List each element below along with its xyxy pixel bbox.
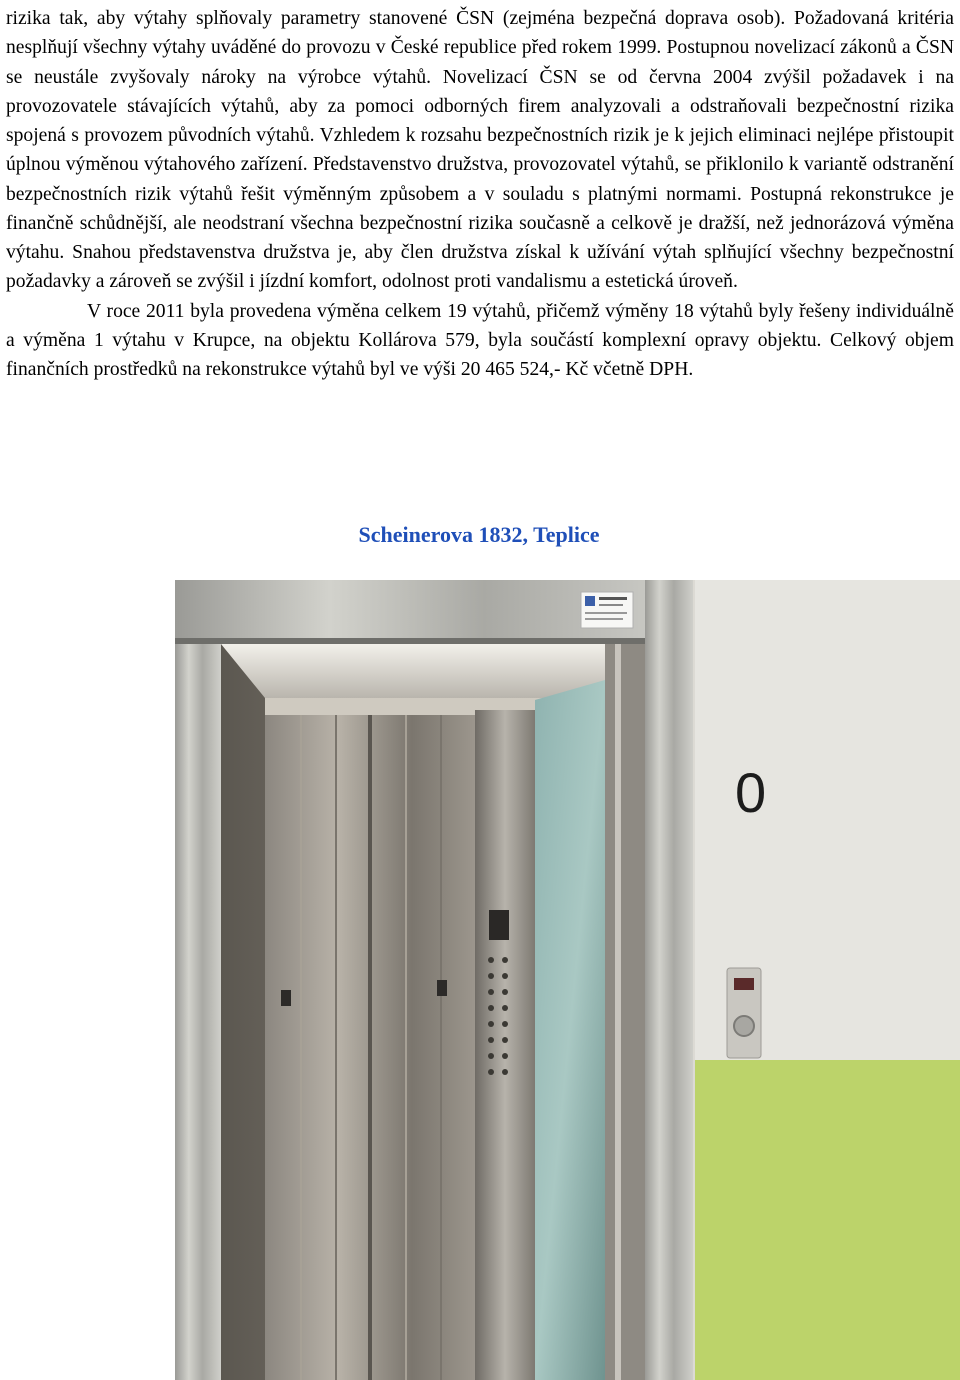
paragraph-1: rizika tak, aby výtahy splňovaly parametry stanovené ČSN (zejména bezpečná doprava osob). Požadovaná kritéria nesplňují všechny výtahy uváděné do provozu v České republice před rokem 1999. Postupnou novelizací zákonů a ČSN se neustále zvyšovaly nároky na výrobce výtahů. Novelizací ČSN se od června 2004 zvýšil požadavek i na provozovatele stávajících výtahů, aby za pomoci odborných firem analyzovali a odstraňovali bezpečnostní rizika spojená s provozem původních výtahů. Vzhledem k rozsahu bezpečnostních rizik je k jejich eliminaci nejlépe přistoupit úplnou výměnou výtahového zařízení. Představenstvo družstva, provozovatel výtahů, se přiklonilo k variantě odstranění bezpečnostních rizik výtahů řešit výměnným způsobem a v souladu s platnými normami. Postupná rekonstrukce je finančně schůdnější, ale neodstraní všechna bezpečnostní rizika současně a celkově je dražší, než jednorázová výměna výtahu. Snahou představenstva družstva je, aby člen družstva získal k užívání výtah splňující všechny bezpečnostní požadavky a zároveň se zvýšil i jízdní komfort, odolnost proti vandalismu a estetická úroveň. <box>6 8 954 293</box>
body-text <box>6 4 954 384</box>
floor-number: 0 <box>735 761 767 824</box>
elevator-photo <box>175 580 960 1380</box>
photo-caption <box>0 522 960 548</box>
paragraph-2: V roce 2011 byla provedena výměna celkem 19 výtahů, přičemž výměny 18 výtahů byly řešeny individuálně a výměna 1 výtahu v Krupce, na objektu Kollárova 579, byla součástí komplexní opravy objektu. Celkový objem finančních prostředků na rekonstrukce výtahů byl ve výši 20 465 524,- Kč včetně DPH. <box>6 300 954 380</box>
caption-text: Scheinerova 1832, Teplice <box>358 522 600 547</box>
